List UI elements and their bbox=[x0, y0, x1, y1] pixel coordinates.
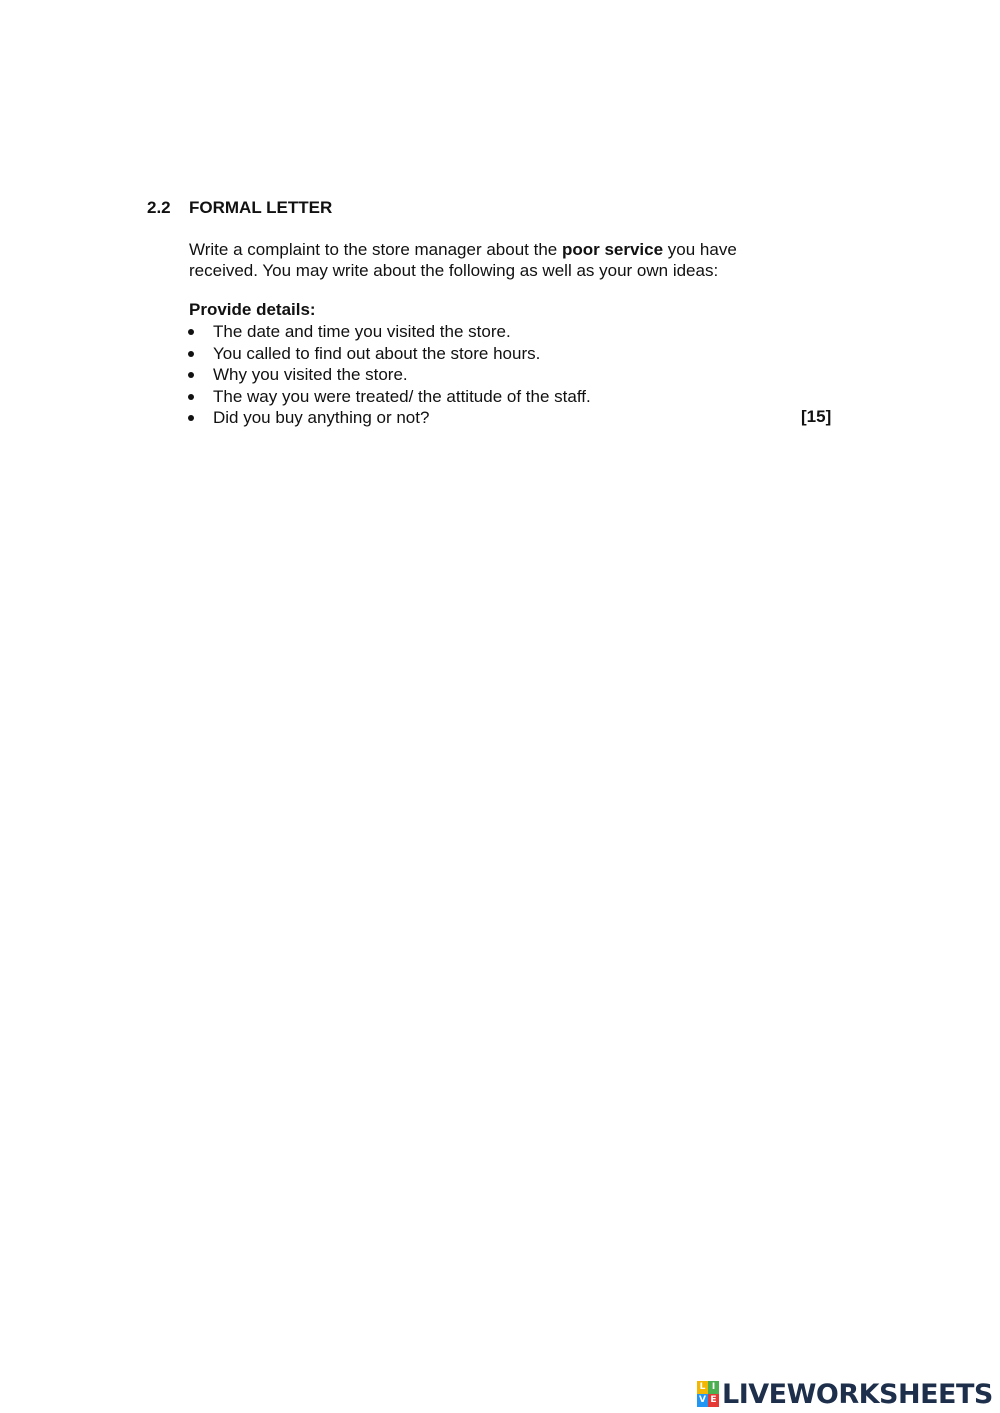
instructions-emphasis: poor service bbox=[561, 240, 664, 259]
list-item bbox=[189, 364, 839, 386]
watermark-text: LIVEWORKSHEETS bbox=[722, 1378, 993, 1410]
bullet-icon bbox=[188, 372, 194, 378]
details-heading: Provide details: bbox=[189, 300, 316, 319]
list-item bbox=[189, 407, 839, 429]
details-list bbox=[189, 321, 839, 429]
bullet-icon bbox=[188, 329, 194, 335]
logo-tile: I bbox=[708, 1381, 719, 1394]
list-item-text: The date and time you visited the store. bbox=[213, 322, 511, 341]
instructions-text-start: Write a complaint to the store manager about the bbox=[189, 240, 562, 259]
section-number: 2.2 bbox=[147, 198, 171, 217]
instructions-text-end: you have received. You may write about the following as well as your own ideas: bbox=[189, 240, 737, 280]
list-item-text: The way you were treated/ the attitude of the staff. bbox=[213, 386, 591, 406]
list-item-text: Did you buy anything or not? bbox=[213, 408, 430, 427]
list-item bbox=[189, 321, 839, 343]
liveworksheets-logo-icon bbox=[697, 1381, 719, 1407]
list-item-text: You called to find out about the store hours. bbox=[213, 343, 541, 363]
instructions-paragraph bbox=[189, 239, 809, 281]
bullet-icon bbox=[188, 351, 194, 357]
logo-tile: L bbox=[697, 1381, 708, 1394]
liveworksheets-watermark bbox=[697, 1377, 993, 1411]
list-item bbox=[189, 386, 839, 408]
section-title: FORMAL LETTER bbox=[189, 198, 333, 217]
logo-tile: E bbox=[708, 1394, 719, 1407]
list-item bbox=[189, 343, 839, 365]
marks-total: [15] bbox=[801, 407, 832, 426]
logo-tile: V bbox=[697, 1394, 708, 1407]
list-item-text: Why you visited the store. bbox=[213, 365, 408, 384]
section-heading bbox=[147, 198, 332, 218]
bullet-icon bbox=[188, 415, 194, 421]
bullet-icon bbox=[188, 394, 194, 400]
